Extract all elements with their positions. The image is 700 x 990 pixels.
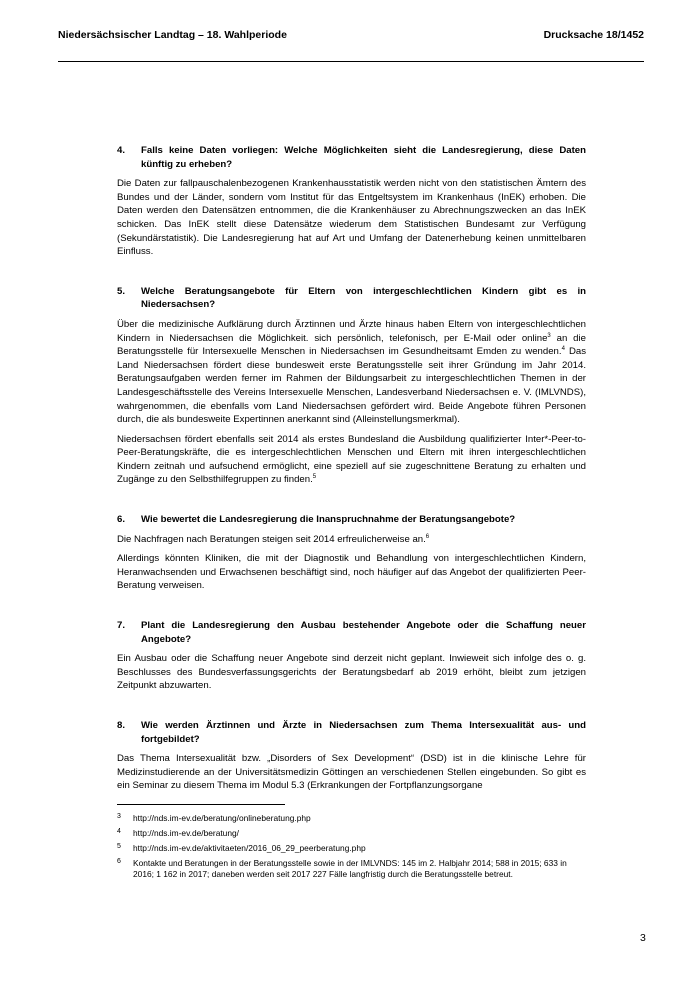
page-number: 3 xyxy=(640,932,646,944)
footnote-link[interactable]: http://nds.im-ev.de/aktivitaeten/2016_06_29_peerberatung.php xyxy=(133,843,366,853)
footnote-text: Kontakte und Beratungen in der Beratungsstelle sowie in der IMLVNDS: 145 im 2. Halbjahr 2014; 588 in 2015; 633 in 2016; 1 162 in 2017; daneben werden seit 2017 227 Fälle langfristig durch die Beratungsstelle betreut. xyxy=(133,858,567,879)
question-number: 8. xyxy=(117,720,126,731)
footnotes xyxy=(117,813,586,884)
header-divider xyxy=(58,61,644,62)
question-number: 5. xyxy=(117,285,126,297)
text-run: Das Land Niedersachsen fördert diese bundesweit erste Beratungsstelle seit ihrer Gründung im Jahr 2014. Beratungsaufgaben werden ferner im Rahmen der Bildungsarbeit zu intergeschlechtlichen Themen in der Landesgeschäftsstelle des Vereins Intersexuelle Menschen, Landesverband Niedersachsen e. V. (IMLVNDS), wahrgenommen, die ebenfalls vom Land Niedersachsen gefördert wird. Beide Angebote führen Personen durch, die als bundesweite Expertinnen anerkannt sind (Alleinstellungsmerkmal). xyxy=(117,346,586,426)
question xyxy=(117,513,586,527)
footnote-link[interactable]: http://nds.im-ev.de/beratung/ xyxy=(133,828,239,838)
section-7 xyxy=(117,619,586,693)
answer-paragraph: Das Thema Intersexualität bzw. „Disorders of Sex Development“ (DSD) ist in die klinische Lehre für Medizinstudierende an der Universitätsmedizin Göttingen an verschiedenen Stellen eingebunden. So gibt es ein Seminar zu diesem Thema im Modul 5.3 (Erkrankungen der Fortpflanzungsorgane xyxy=(117,753,586,792)
answer-paragraph: Ein Ausbau oder die Schaffung neuer Angebote sind derzeit nicht geplant. Inwieweit sich infolge des o. g. Beschlusses des Bundesverfassungsgerichts der Beratungsbedarf ab 2019 erhöht, bleibt zum jetzigen Zeitpunkt abzuwarten. xyxy=(117,653,586,692)
footnote-number: 5 xyxy=(117,843,121,850)
question-text: Welche Beratungsangebote für Eltern von intergeschlechtlichen Kindern gibt es in Niedersachsen? xyxy=(141,285,586,311)
footnote-number: 3 xyxy=(117,813,121,820)
footnote xyxy=(117,858,586,880)
answer-paragraph xyxy=(117,533,586,547)
document-body xyxy=(117,144,586,819)
footnote-ref: 5 xyxy=(312,474,317,481)
question-text: Wie werden Ärztinnen und Ärzte in Niedersachsen zum Thema Intersexualität aus- und fortgebildet? xyxy=(141,720,586,745)
text-run: Die Nachfragen nach Beratungen steigen seit 2014 erfreulicherweise an. xyxy=(117,533,426,545)
question-text: Plant die Landesregierung den Ausbau bestehender Angebote oder die Schaffung neuer Angebote? xyxy=(141,620,586,645)
footnote-ref: 4 xyxy=(561,346,565,353)
question xyxy=(117,285,586,312)
footnote-number: 4 xyxy=(117,828,121,835)
section-8 xyxy=(117,719,586,793)
footnote xyxy=(117,843,586,854)
text-run: Niedersachsen fördert ebenfalls seit 2014 als erstes Bundesland die Ausbildung qualifizierter Inter*-Peer-to-Peer-Beratungskräfte, die es intergeschlechtlichen Menschen und Eltern mit ihren intergeschlechtlichen Kindern zeitnah und aufsuchend ermöglicht, eine speziell auf sie zugeschnittene Beratung zu erhalten und Zugänge zu den Selbsthilfegruppen zu finden. xyxy=(117,433,586,486)
answer-paragraph xyxy=(117,433,586,487)
footnote-ref: 6 xyxy=(425,533,430,540)
question xyxy=(117,144,586,171)
header-title: Niedersächsischer Landtag – 18. Wahlperiode xyxy=(58,29,287,41)
answer-paragraph: Allerdings könnten Kliniken, die mit der Diagnostik und Behandlung von intergeschlechtlichen Kindern, Heranwachsenden und Erwachsenen beschäftigt sind, noch häufiger auf das Angebot der qualifizierten Peer-Beratung verweisen. xyxy=(117,553,586,592)
footnote-link[interactable]: http://nds.im-ev.de/beratung/onlineberatung.php xyxy=(133,813,311,823)
text-run: an die Beratungsstelle für Intersexuelle Menschen in Niedersachsen im Gesundheitsamt Emden zu wenden. xyxy=(117,332,586,358)
section-5 xyxy=(117,285,586,487)
question-number: 6. xyxy=(117,514,126,526)
footnote-number: 6 xyxy=(117,858,121,865)
question-number: 7. xyxy=(117,620,126,632)
question-text: Wie bewertet die Landesregierung die Inanspruchnahme der Beratungsangebote? xyxy=(141,514,516,526)
footnote xyxy=(117,813,586,824)
footnote xyxy=(117,828,586,839)
answer-paragraph xyxy=(117,318,586,427)
page-header xyxy=(58,29,644,41)
section-6 xyxy=(117,513,586,593)
text-run: Über die medizinische Aufklärung durch Ärztinnen und Ärzte hinaus haben Eltern von intergeschlechtlichen Kindern in Niedersachsen die Möglichkeit. sich persönlich, telefonisch, per E-Mail oder online xyxy=(117,318,586,344)
footnote-divider xyxy=(117,804,285,805)
question-number: 4. xyxy=(117,145,126,156)
section-4 xyxy=(117,144,586,259)
question xyxy=(117,719,586,746)
answer-paragraph: Die Daten zur fallpauschalenbezogenen Krankenhausstatistik werden nicht von den statistischen Ämtern des Bundes und der Länder, sondern vom Institut für das Entgeltsystem im Krankenhaus (InEK) erhoben. Die Daten werden den Datensätzen entnommen, die die Krankenhäuser zu Abrechnungszwecken an das InEK schicken. Das InEK stellt diese Datensätze wiederum dem Statistischen Bundesamt zur Verfügung (Sekundärstatistik). Die Landesregierung hat auf Art und Umfang der Datenerhebung keinen unmittelbaren Einfluss. xyxy=(117,178,586,258)
question-text: Falls keine Daten vorliegen: Welche Möglichkeiten sieht die Landesregierung, diese Daten künftig zu erheben? xyxy=(141,145,586,170)
question xyxy=(117,619,586,646)
footnote-ref: 3 xyxy=(547,332,551,339)
document-number: Drucksache 18/1452 xyxy=(543,29,644,41)
